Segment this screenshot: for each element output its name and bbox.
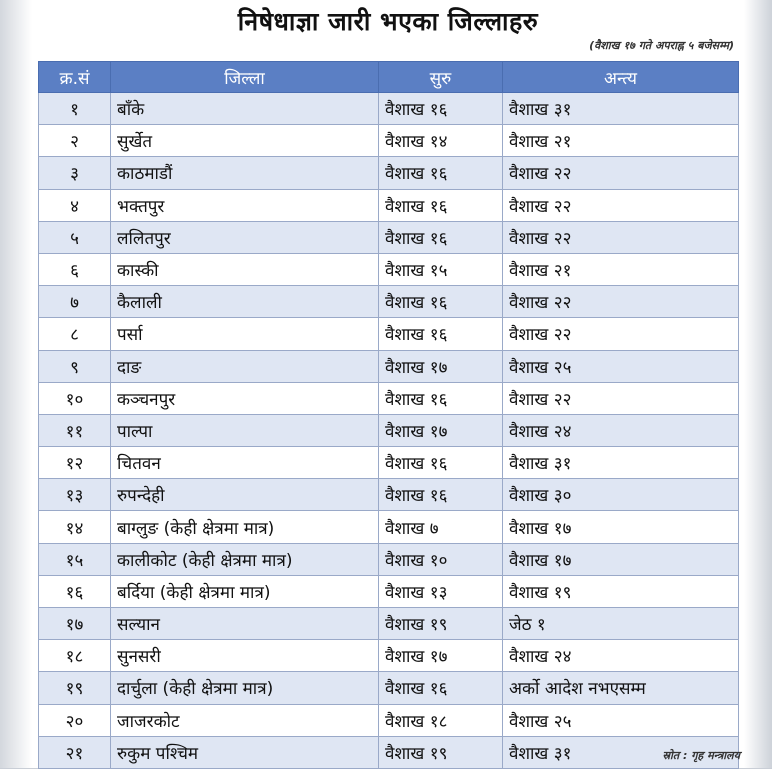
start-date-cell: वैशाख १६ [379,189,503,221]
page-title: निषेधाज्ञा जारी भएका जिल्लाहरु [237,7,539,36]
end-date-cell: वैशाख २१ [503,125,739,157]
district-cell: दाङ [111,350,379,382]
district-cell: ललितपुर [111,221,379,253]
district-cell: पर्सा [111,318,379,350]
table-row [39,575,739,607]
serial-cell: ७ [39,286,111,318]
start-date-cell: वैशाख १९ [379,736,503,768]
district-cell: सल्यान [111,608,379,640]
table-row [39,608,739,640]
start-date-cell: वैशाख १७ [379,414,503,446]
end-date-cell: वैशाख १७ [503,511,739,543]
district-cell: कैलाली [111,286,379,318]
serial-cell: १६ [39,575,111,607]
document-sheet [32,0,744,768]
start-date-cell: वैशाख १६ [379,286,503,318]
district-cell: जाजरकोट [111,704,379,736]
start-date-cell: वैशाख १७ [379,640,503,672]
district-cell: बाग्लुङ (केही क्षेत्रमा मात्र) [111,511,379,543]
table-row [39,447,739,479]
header-end: अन्त्य [503,62,739,93]
date-note: (वैशाख १७ गते अपराह्न ५ बजेसम्म) [589,39,734,52]
district-cell: रुपन्देही [111,479,379,511]
table-row [39,318,739,350]
serial-cell: १० [39,382,111,414]
start-date-cell: वैशाख १६ [379,447,503,479]
district-cell: कञ्चनपुर [111,382,379,414]
table-body [39,93,739,769]
serial-cell: ६ [39,253,111,285]
table-header-row [39,62,739,93]
end-date-cell: वैशाख ३१ [503,93,739,125]
serial-cell: १५ [39,543,111,575]
district-cell: रुकुम पश्चिम [111,736,379,768]
serial-cell: १७ [39,608,111,640]
header-start: सुरु [379,62,503,93]
table-row [39,286,739,318]
table-row [39,736,739,768]
table-row [39,640,739,672]
serial-cell: १९ [39,672,111,704]
end-date-cell: वैशाख २२ [503,286,739,318]
end-date-cell: वैशाख २५ [503,350,739,382]
district-cell: चितवन [111,447,379,479]
serial-cell: ८ [39,318,111,350]
end-date-cell: वैशाख २५ [503,704,739,736]
district-cell: सुनसरी [111,640,379,672]
table-row [39,157,739,189]
district-cell: बर्दिया (केही क्षेत्रमा मात्र) [111,575,379,607]
serial-cell: २० [39,704,111,736]
serial-cell: १३ [39,479,111,511]
serial-cell: १४ [39,511,111,543]
start-date-cell: वैशाख १९ [379,608,503,640]
serial-cell: ५ [39,221,111,253]
right-frame [744,0,772,768]
header-serial: क्र.सं [39,62,111,93]
end-date-cell: वैशाख ३० [503,479,739,511]
end-date-cell: जेठ १ [503,608,739,640]
start-date-cell: वैशाख १६ [379,93,503,125]
table-row [39,414,739,446]
serial-cell: १८ [39,640,111,672]
start-date-cell: वैशाख ७ [379,511,503,543]
start-date-cell: वैशाख १६ [379,221,503,253]
end-date-cell: वैशाख २४ [503,414,739,446]
end-date-cell: वैशाख २१ [503,253,739,285]
serial-cell: ३ [39,157,111,189]
header-district: जिल्ला [111,62,379,93]
start-date-cell: वैशाख १६ [379,382,503,414]
table-row [39,479,739,511]
start-date-cell: वैशाख १६ [379,157,503,189]
serial-cell: ११ [39,414,111,446]
end-date-cell: वैशाख १७ [503,543,739,575]
table-row [39,93,739,125]
district-cell: बाँके [111,93,379,125]
table-row [39,704,739,736]
start-date-cell: वैशाख १७ [379,350,503,382]
end-date-cell: वैशाख २२ [503,382,739,414]
table-row [39,189,739,221]
table-row [39,672,739,704]
source-note: स्रोत : गृह मन्त्रालय [662,749,740,762]
table-row [39,350,739,382]
serial-cell: ९ [39,350,111,382]
end-date-cell: वैशाख २२ [503,157,739,189]
serial-cell: १ [39,93,111,125]
serial-cell: २ [39,125,111,157]
serial-cell: ४ [39,189,111,221]
end-date-cell: वैशाख ३१ [503,736,739,768]
table-row [39,382,739,414]
district-cell: सुर्खेत [111,125,379,157]
start-date-cell: वैशाख १६ [379,672,503,704]
end-date-cell: वैशाख ३१ [503,447,739,479]
table-row [39,221,739,253]
start-date-cell: वैशाख १४ [379,125,503,157]
serial-cell: २१ [39,736,111,768]
left-frame [0,0,32,768]
end-date-cell: अर्को आदेश नभएसम्म [503,672,739,704]
districts-table [38,61,739,769]
district-cell: कास्की [111,253,379,285]
start-date-cell: वैशाख १८ [379,704,503,736]
district-cell: दार्चुला (केही क्षेत्रमा मात्र) [111,672,379,704]
end-date-cell: वैशाख २२ [503,318,739,350]
start-date-cell: वैशाख १६ [379,479,503,511]
start-date-cell: वैशाख १५ [379,253,503,285]
district-cell: भक्तपुर [111,189,379,221]
start-date-cell: वैशाख १० [379,543,503,575]
table-row [39,125,739,157]
serial-cell: १२ [39,447,111,479]
end-date-cell: वैशाख २२ [503,221,739,253]
table-row [39,253,739,285]
table-row [39,543,739,575]
start-date-cell: वैशाख १३ [379,575,503,607]
start-date-cell: वैशाख १६ [379,318,503,350]
end-date-cell: वैशाख २४ [503,640,739,672]
end-date-cell: वैशाख २२ [503,189,739,221]
district-cell: पाल्पा [111,414,379,446]
district-cell: काठमाडौं [111,157,379,189]
table-row [39,511,739,543]
end-date-cell: वैशाख १९ [503,575,739,607]
district-cell: कालीकोट (केही क्षेत्रमा मात्र) [111,543,379,575]
